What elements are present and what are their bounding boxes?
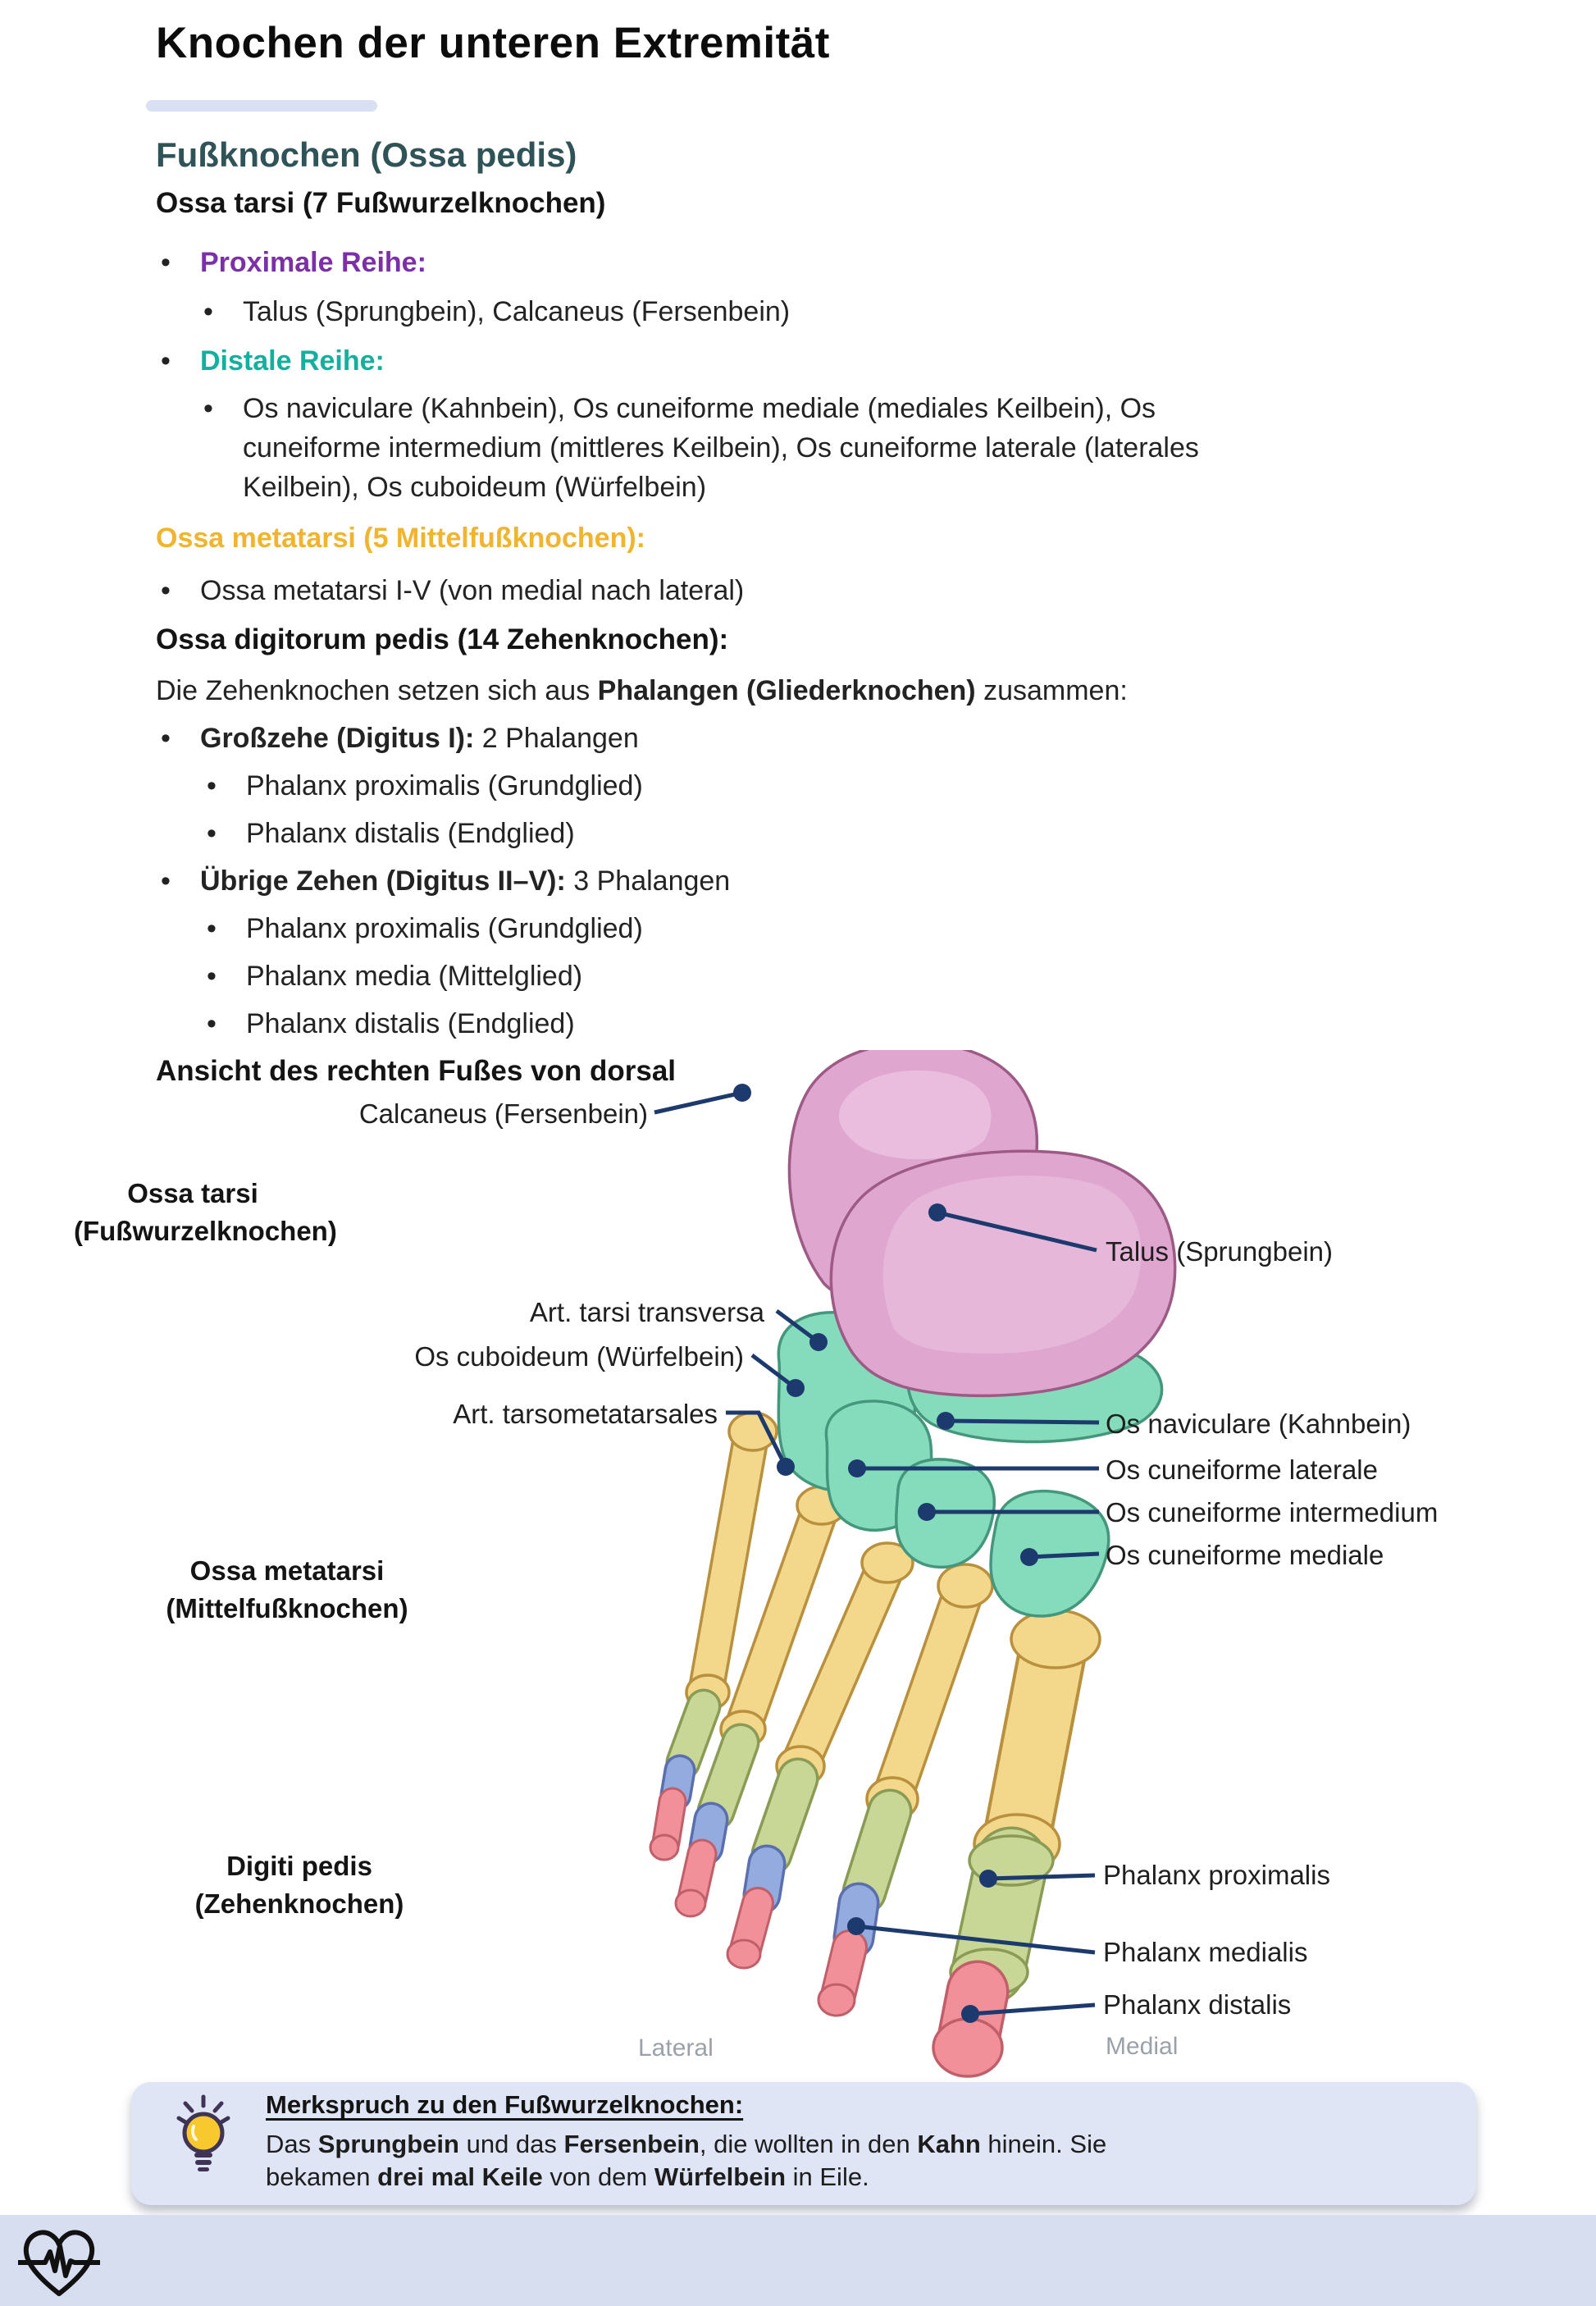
heading-ossa-metatarsi: Ossa metatarsi (5 Mittelfußknochen): [156,523,646,554]
bullet-phalanx-distalis-1: • Phalanx distalis (Endglied) [246,814,575,853]
label-digiti-pedis-block [164,1847,435,1923]
intro-bold: Phalangen (Gliederknochen) [597,675,976,706]
label-art-tarsi-transversa: Art. tarsi transversa [529,1297,764,1327]
distale-label: Distale Reihe: [200,345,385,377]
heart-pulse-icon [18,2225,100,2299]
page-footer [0,2215,1596,2306]
label-phalanx-proximalis: Phalanx proximalis [1103,1860,1330,1890]
bullet-phalanx-media: • Phalanx media (Mittelglied) [246,957,582,996]
title-underline [146,100,377,112]
label-ossa-metatarsi-line1: Ossa metatarsi [189,1555,385,1586]
page-title: Knochen der unteren Extremität [156,19,830,67]
grosszehe-bold: Großzehe (Digitus I): [200,723,475,754]
label-lateral: Lateral [638,2034,714,2062]
mnemonic-title: Merkspruch zu den Fußwurzelknochen: [266,2090,744,2119]
bullet-metatarsi-item: • Ossa metatarsi I-V (von medial nach lateral) [200,571,744,610]
heading-ossa-tarsi: Ossa tarsi (7 Fußwurzelknochen) [156,187,606,219]
label-os-cuboideum: Os cuboideum (Würfelbein) [414,1341,744,1372]
mnemonic-line-1: Das Sprungbein und das Fersenbein, die wollten in den Kahn hinein. Sie [266,2130,1107,2158]
digitorum-intro [156,671,1128,710]
intro-text-2: zusammen: [975,675,1128,706]
label-talus: Talus (Sprungbein) [1106,1236,1333,1267]
bullet-distale-reihe [200,341,385,381]
label-digiti-pedis-line1: Digiti pedis [226,1851,372,1881]
label-cuneiforme-mediale: Os cuneiforme mediale [1106,1540,1384,1570]
label-os-naviculare: Os naviculare (Kahnbein) [1106,1409,1411,1439]
label-phalanx-distalis: Phalanx distalis [1103,1989,1292,2020]
label-cuneiforme-laterale: Os cuneiforme laterale [1106,1454,1378,1485]
heading-ossa-digitorum: Ossa digitorum pedis (14 Zehenknochen): [156,623,729,655]
label-art-tarsometatarsales: Art. tarsometatarsales [453,1399,718,1429]
mnemonic-line-2: bekamen drei mal Keile von dem Würfelbein in Eile. [266,2162,869,2191]
bullet-phalanx-distalis-2: • Phalanx distalis (Endglied) [246,1004,575,1043]
label-ossa-metatarsi-block [152,1552,422,1628]
bullet-grosszehe [200,719,639,758]
bullet-phalanx-proximalis-1: • Phalanx proximalis (Grundglied) [246,766,643,806]
label-digiti-pedis-line2: (Zehenknochen) [194,1888,404,1919]
grosszehe-rest: 2 Phalangen [474,723,639,754]
bullet-distale-item: • Os naviculare (Kahnbein), Os cuneiforme mediale (mediales Keilbein), Os cuneiforme intermedium (mittleres Keilbein), Os cuneiforme laterale (laterales Keilbein), Os cuboideum (Würfelbein) [243,389,1284,507]
section-subtitle: Fußknochen (Ossa pedis) [156,135,577,174]
talus-highlight [883,1176,1142,1354]
mnemonic-box [131,2082,1476,2205]
label-ossa-tarsi-line1: Ossa tarsi [127,1178,258,1208]
uebrige-bold: Übrige Zehen (Digitus II–V): [200,865,566,897]
label-calcaneus: Calcaneus (Fersenbein) [358,1098,648,1129]
uebrige-rest: 3 Phalangen [565,865,731,897]
lightbulb-icon [171,2094,236,2184]
intro-text: Die Zehenknochen setzen sich aus [156,675,598,706]
label-cuneiforme-intermedium: Os cuneiforme intermedium [1106,1497,1439,1527]
label-ossa-metatarsi-line2: (Mittelfußknochen) [166,1593,408,1623]
bullet-proximale-reihe [200,243,426,282]
proximale-label: Proximale Reihe: [200,247,426,278]
label-medial: Medial [1106,2033,1179,2060]
toes-group [650,1706,1053,2076]
diagram-heading: Ansicht des rechten Fußes von dorsal [156,1055,677,1087]
bullet-proximale-item: • Talus (Sprungbein), Calcaneus (Fersenbein) [243,292,790,331]
label-phalanx-medialis: Phalanx medialis [1103,1937,1308,1967]
label-ossa-tarsi-line2: (Fußwurzelknochen) [74,1216,337,1246]
bullet-uebrige-zehen [200,861,730,901]
label-ossa-tarsi-block [74,1175,337,1250]
bullet-phalanx-proximalis-2: • Phalanx proximalis (Grundglied) [246,909,643,948]
